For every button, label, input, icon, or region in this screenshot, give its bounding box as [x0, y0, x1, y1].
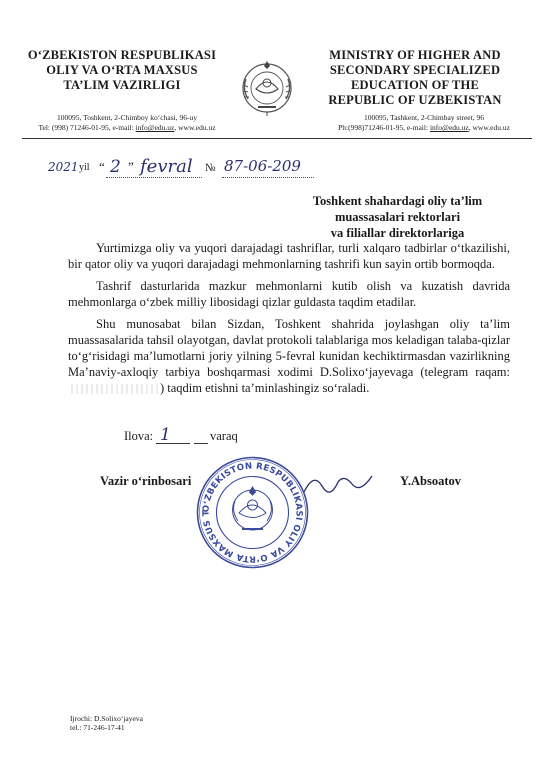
date-line	[48, 156, 338, 180]
body-paragraph-request-end: ) taqdim etishni ta’minlashingiz so‘raladi.	[160, 381, 370, 395]
date-day: 2	[110, 157, 121, 177]
ministry-name-uz-line: OLIY VA O‘RTA MAXSUS	[46, 63, 198, 77]
contacts-en-tel: Ph:(998)71246-01-95, e-mail:	[338, 123, 430, 132]
official-seal-icon	[195, 455, 310, 570]
address-uz-street: 100095, Toshkent, 2-Chimboy ko‘chasi, 96-uy	[57, 113, 197, 122]
handwritten-signature-icon	[300, 470, 380, 500]
contacts-uz	[22, 123, 232, 133]
website-en: , www.edu.uz	[468, 123, 510, 132]
state-emblem-icon	[236, 55, 298, 117]
letter-body	[68, 240, 510, 402]
ministry-name-uz-line: O‘ZBEKISTON RESPUBLIKASI	[27, 48, 217, 62]
ministry-name-uz	[22, 48, 222, 93]
date-close-quote: ”	[128, 159, 134, 174]
email-link-uz[interactable]: info@edu.uz	[135, 123, 175, 132]
website-uz: , www.edu.uz	[174, 123, 216, 132]
contacts-en	[318, 123, 530, 133]
redacted-phone	[68, 384, 160, 394]
attachment-line	[124, 426, 244, 448]
address-en-street: 100095, Tashkent, 2-Chimbay street, 96	[364, 113, 484, 122]
attachment-unit-underline	[194, 443, 208, 444]
ministry-name-en-line: MINISTRY OF HIGHER AND	[329, 48, 501, 62]
date-year: 2021	[48, 160, 79, 174]
body-paragraph-request: Shu munosabat bilan Sizdan, Toshkent shahrida joylashgan oliy ta’lim muassasalarida tahsil olayotgan, davlat protokoli talablariga mos keladigan talaba-qizlar to‘g‘risidagi ma’lumotlarni joriy yilning 5-fevral kunidan kechiktirmasdan vazirlikning Ma’naviy-axloqiy tarbiya boshqarmasi xodimi D.Solixo‘jayevaga (telegram raqam:	[68, 317, 510, 379]
ministry-name-en-line: REPUBLIC OF UZBEKISTAN	[328, 93, 502, 107]
address-en	[318, 113, 530, 133]
body-paragraph	[68, 316, 510, 396]
ministry-name-en-line: SECONDARY SPECIALIZED	[329, 63, 501, 77]
contacts-uz-tel: Tel: (998) 71246-01-95, e-mail:	[38, 123, 136, 132]
address-uz	[22, 113, 232, 133]
date-underline	[106, 177, 202, 178]
attachment-unit: varaq	[210, 429, 238, 443]
attachment-label: Ilova:	[124, 429, 154, 443]
date-open-quote: “	[99, 159, 105, 174]
executor-name: Ijrochi: D.Solixo‘jayeva	[70, 714, 143, 723]
signer-name: Y.Absoatov	[400, 474, 462, 488]
recipient-line: va filiallar direktorlariga	[330, 226, 465, 240]
recipient-line: Toshkent shahardagi oliy ta’lim	[312, 194, 483, 208]
body-paragraph: Tashrif dasturlarida mazkur mehmonlarni kutib olish va kuzatish davrida mehmonlarga o‘zbek milliy libosidagi qizlar guldasta taqdim etadilar.	[68, 279, 510, 309]
executor-phone: tel.: 71-246-17-41	[70, 723, 125, 732]
email-link-en[interactable]: info@edu.uz	[429, 123, 469, 132]
ministry-name-uz-line: TA’LIM VAZIRLIGI	[63, 78, 181, 92]
body-paragraph: Yurtimizga oliy va yuqori darajadagi tashriflar, turli xalqaro tadbirlar o‘tkazilishi, bir qator oliy va yuqori darajadagi mehmonlarning tashrifi kun sayin ortib bormoqda.	[68, 241, 510, 271]
recipient-line: muassasalari rektorlari	[334, 210, 461, 224]
ministry-name-en	[300, 48, 530, 108]
attachment-count: 1	[160, 425, 171, 445]
executor-info	[70, 714, 210, 732]
attachment-count-underline	[156, 443, 190, 444]
ministry-name-en-line: EDUCATION OF THE	[351, 78, 479, 92]
svg-text:O‘ZBEKISTON RESPUBLIKASI OLIY: O‘ZBEKISTON RESPUBLIKASI OLIY VA O‘RTA MAXSUS T	[201, 461, 304, 564]
document-number: 87-06-209	[224, 157, 301, 175]
number-underline	[222, 177, 314, 178]
date-month: fevral	[140, 156, 193, 177]
date-year-label: yil	[79, 162, 90, 173]
recipient-block	[290, 193, 505, 241]
header-divider	[22, 138, 532, 139]
signer-position: Vazir o‘rinbosari	[100, 474, 192, 488]
number-label: №	[205, 162, 216, 174]
